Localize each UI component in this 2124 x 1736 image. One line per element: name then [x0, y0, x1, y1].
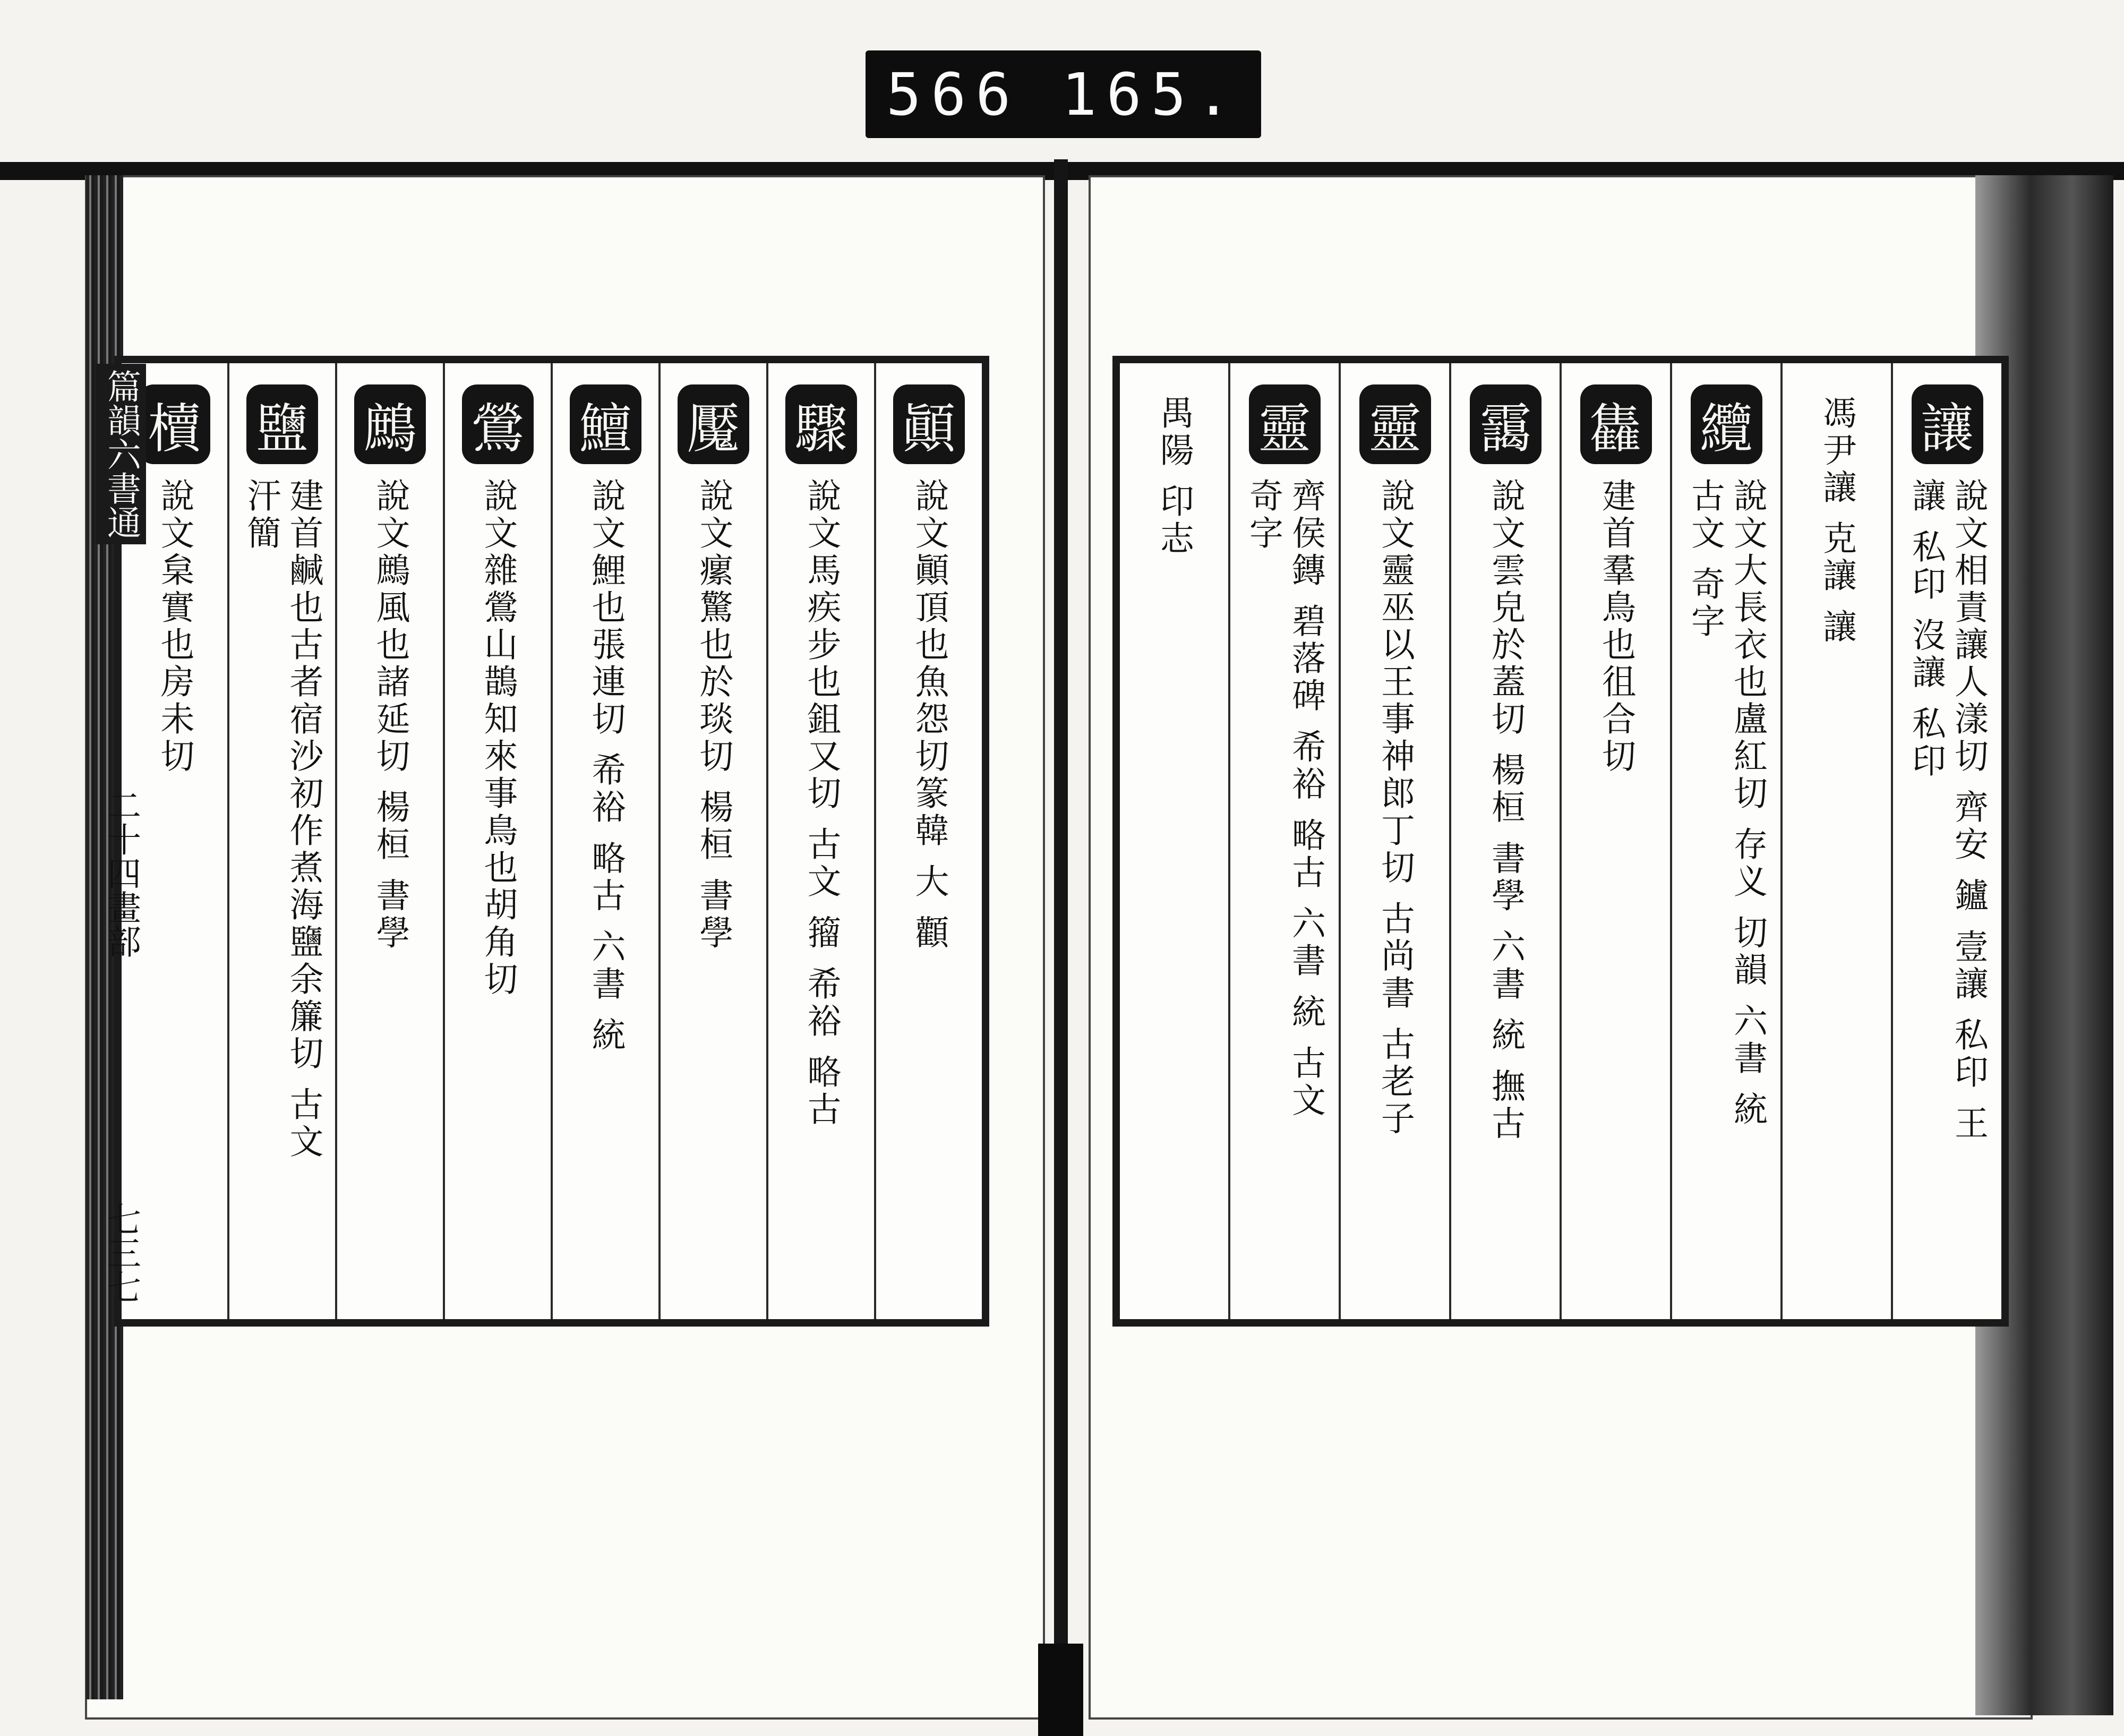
entry-column [1780, 363, 1891, 1319]
entry-column [874, 363, 982, 1319]
entry-column [443, 363, 551, 1319]
entry-column [658, 363, 766, 1319]
entry-text: 齊侯鏄 碧落碑 希裕 略古 六書 統 古文 奇字 [1244, 478, 1325, 1120]
entry-text: 建首羣鳥也徂合切 [1596, 478, 1635, 775]
entry-column [1891, 363, 2001, 1319]
entry-head-character: 雥 [1580, 384, 1652, 464]
entry-text: 說文馬疾步也鉏又切 古文 籀 希裕 略古 [801, 478, 841, 1129]
entry-head-character: 靈 [1249, 384, 1321, 464]
entry-text: 禺陽 印志 [1154, 395, 1194, 558]
entry-head-character: 鱣 [570, 384, 641, 464]
entry-text: 說文相責讓人漾切 齊安 鑪 壹讓 私印 王讓 私印 沒讓 私印 [1906, 478, 1988, 1143]
entry-head-character: 魘 [678, 384, 749, 464]
entry-text: 說文靈巫以王事神郎丁切 古尚書 古老子 [1375, 478, 1415, 1138]
page-number: 七三七 [101, 1202, 141, 1304]
entry-column [551, 363, 658, 1319]
left-margin-strip [96, 364, 146, 1304]
archive-number-b: 165. [1061, 60, 1241, 129]
entry-column [1120, 363, 1228, 1319]
entry-column [766, 363, 874, 1319]
entry-column [1670, 363, 1780, 1319]
entry-column [335, 363, 443, 1319]
entry-text: 說文鯉也張連切 希裕 略古 六書 統 [586, 478, 626, 1055]
left-text-frame [114, 356, 989, 1327]
entry-column [1339, 363, 1449, 1319]
entry-text: 說文顚頂也魚怨切篆韓 大 顴 [909, 478, 949, 952]
entry-column [1560, 363, 1670, 1319]
entry-text: 說文雲皃於蓋切 楊桓 書學 六書 統 撫古 [1486, 478, 1525, 1143]
archive-number-label [866, 50, 1261, 138]
entry-column [227, 363, 335, 1319]
entry-head-character: 纜 [1691, 384, 1762, 464]
entry-column [1449, 363, 1560, 1319]
binding-foot [1038, 1644, 1083, 1736]
entry-text: 說文雜鶯山鵲知來事鳥也胡角切 [478, 478, 518, 998]
entry-head-character: 顚 [893, 384, 965, 464]
entry-text: 說文大長衣也盧紅切 存义 切韻 六書 統 古文 奇字 [1685, 478, 1767, 1129]
entry-text: 馮尹讓 克讓 讓 [1817, 395, 1856, 646]
binding-rod-vertical [1054, 159, 1068, 1721]
entry-text: 說文鷓風也諸延切 楊桓 書學 [370, 478, 410, 952]
archive-number-a: 566 [886, 60, 1021, 129]
entry-head-character: 驟 [785, 384, 857, 464]
entry-text: 說文枲實也房未切 [155, 478, 194, 775]
entry-head-character: 靄 [1470, 384, 1541, 464]
section-title: 二十四畫部 [101, 788, 141, 958]
entry-column [1228, 363, 1339, 1319]
entry-head-character: 櫝 [139, 384, 210, 464]
entry-text: 說文瘰驚也於琰切 楊桓 書學 [693, 478, 733, 952]
entry-head-character: 鶯 [462, 384, 534, 464]
book-title: 篇韻六書通 [96, 364, 146, 544]
entry-head-character: 鹽 [246, 384, 318, 464]
entry-head-character: 鷓 [354, 384, 426, 464]
entry-head-character: 讓 [1912, 384, 1983, 464]
entry-head-character: 靈 [1359, 384, 1431, 464]
entry-text: 建首鹹也古者宿沙初作煮海鹽余簾切 古文 汗簡 [241, 478, 323, 1161]
right-text-frame [1112, 356, 2009, 1327]
